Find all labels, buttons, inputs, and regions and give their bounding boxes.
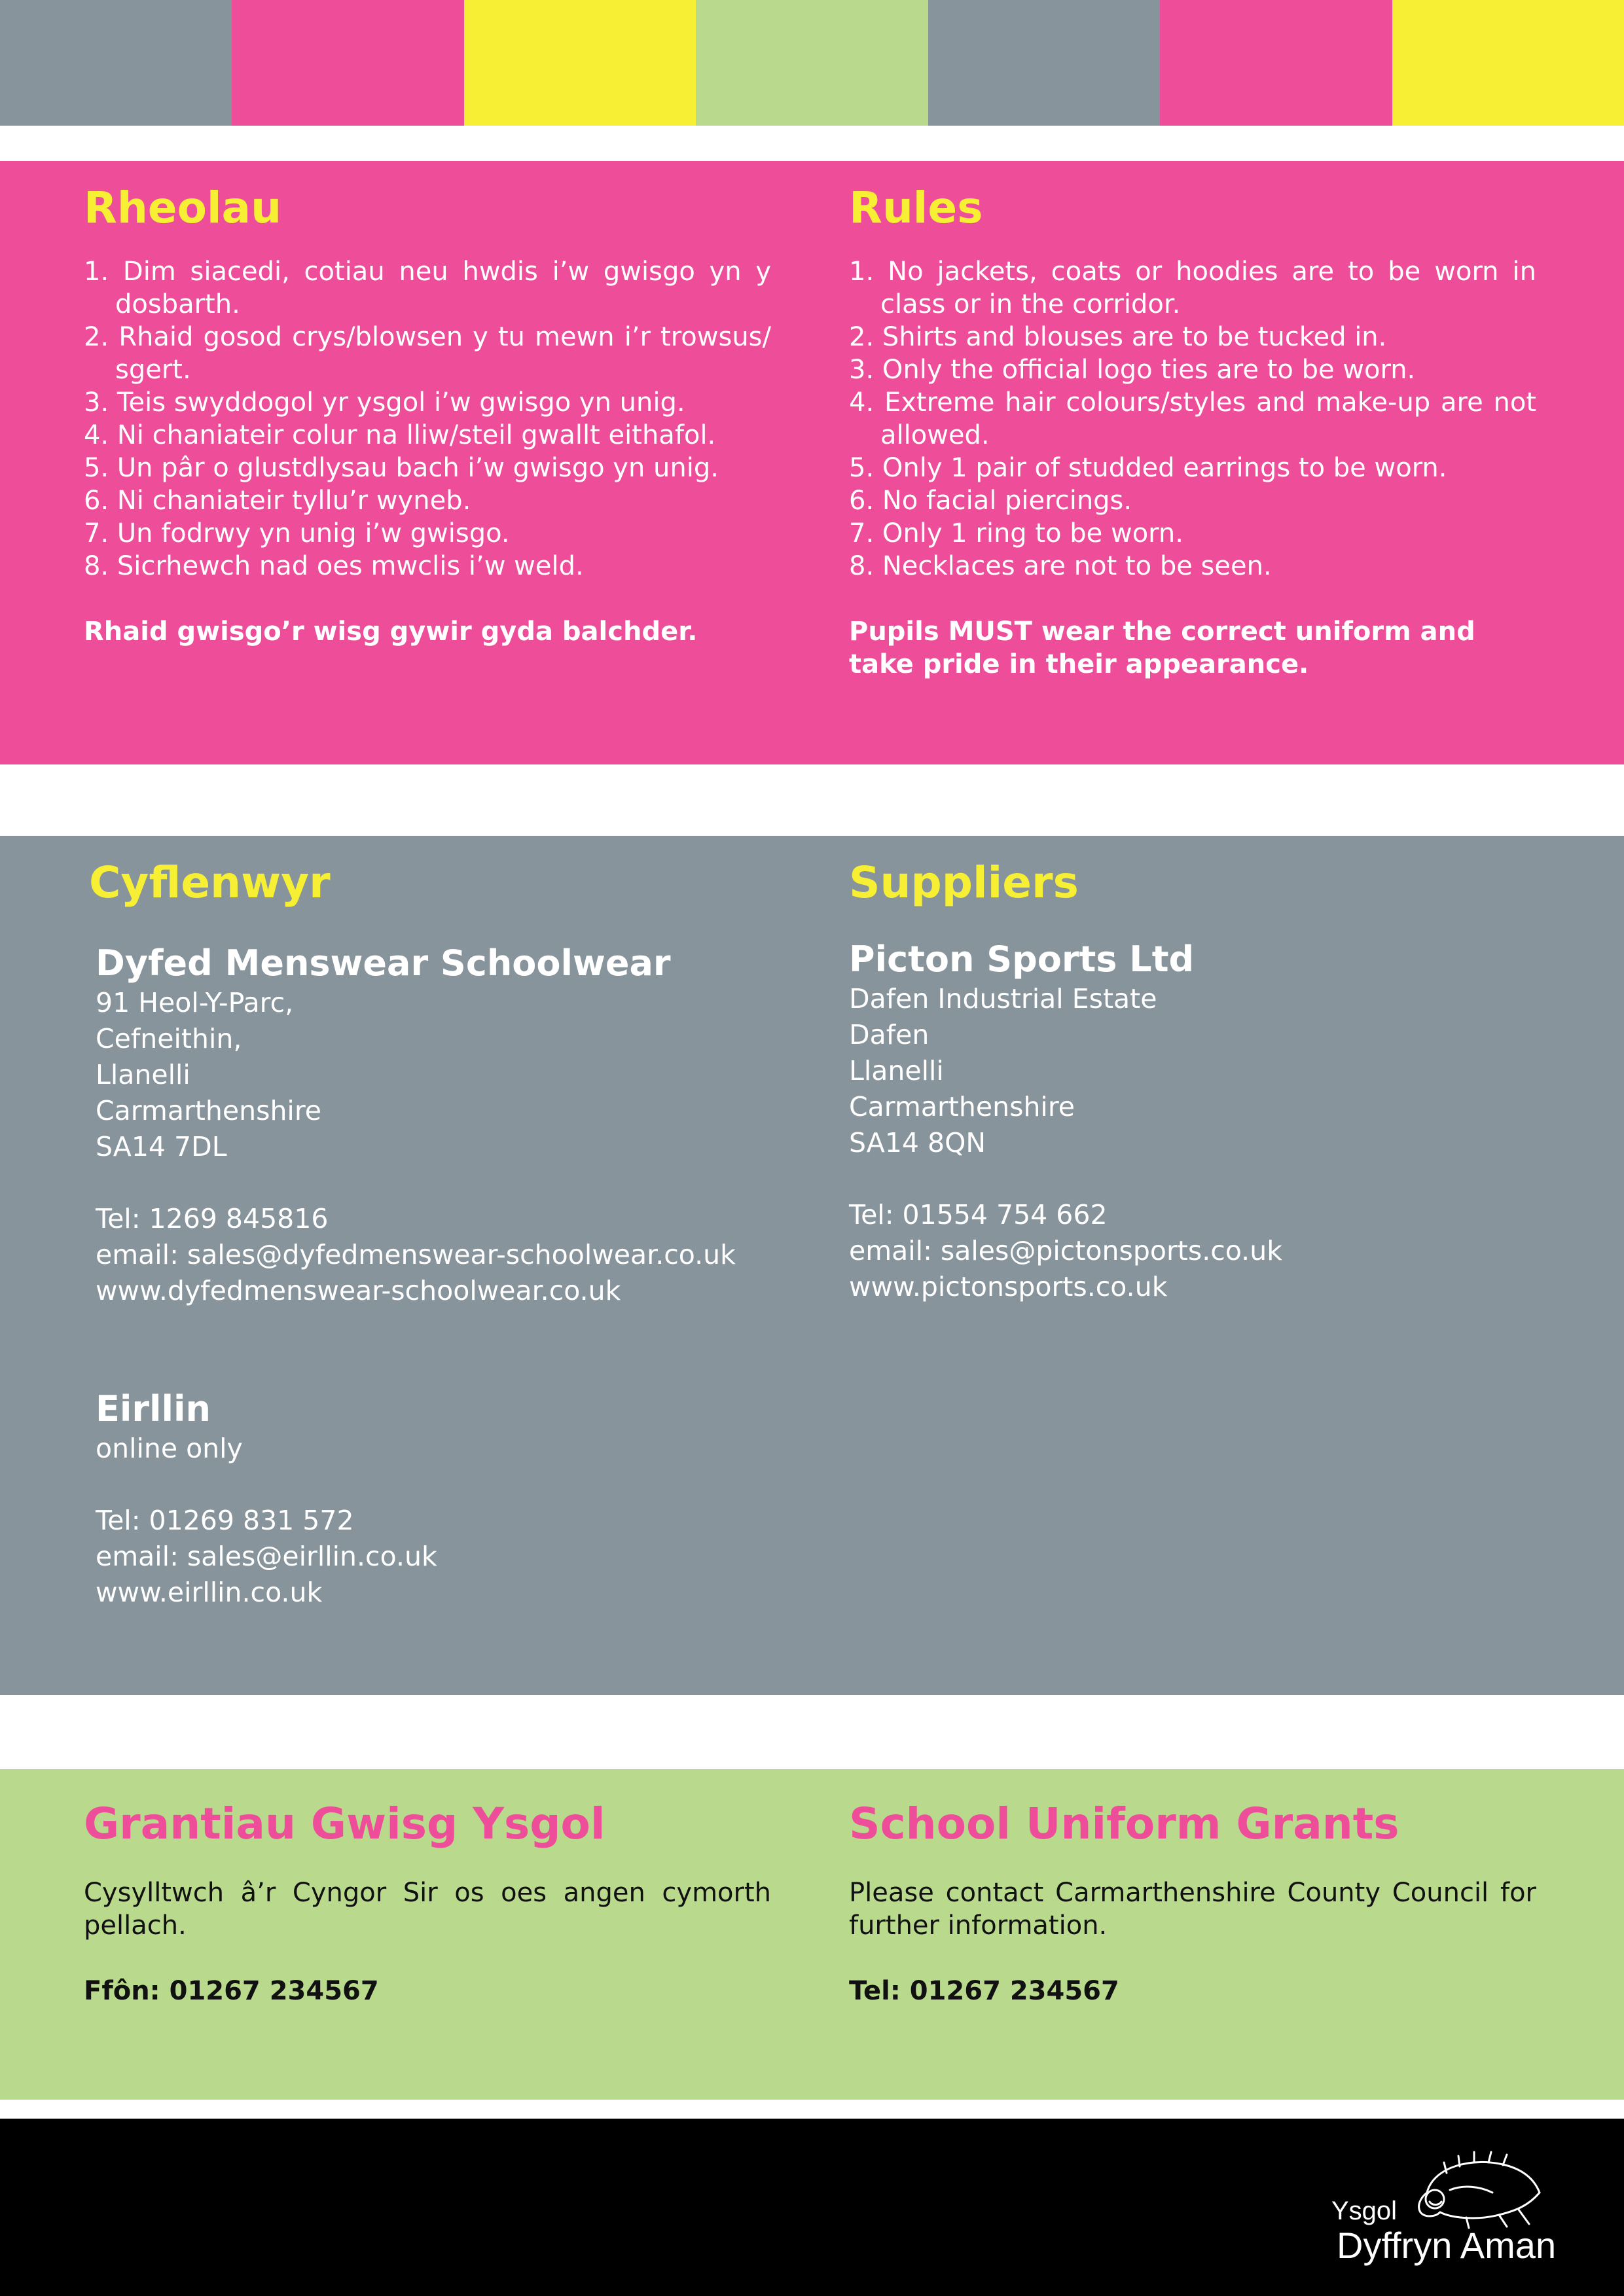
rules-welsh-list [84, 255, 771, 583]
supplier-dyfed [96, 942, 809, 1309]
rule-item: 7. Un fodrwy yn unig i’w gwisgo. [84, 518, 510, 548]
rule-item: 3. Teis swyddogol yr ysgol i’w gwisgo yn unig. [84, 387, 685, 418]
grants-english-column [849, 1797, 1536, 2007]
rule-item: 6. No facial piercings. [849, 486, 1132, 516]
grants-welsh-column [84, 1797, 771, 2007]
grants-english-phone: Tel: 01267 234567 [849, 1976, 1119, 2006]
address-line: Llanelli [96, 1059, 190, 1090]
supplier-name: Picton Sports Ltd [849, 939, 1195, 980]
colour-stripe-bar [0, 0, 1624, 126]
rule-item: 4. Ni chaniateir colur na lliw/steil gwallt eithafol. [84, 420, 716, 450]
grants-english-text: Please contact Carmarthenshire County Council for further information. [849, 1878, 1536, 1941]
logo-small-text: Ysgol [1331, 2197, 1398, 2225]
rule-item: 7. Only 1 ring to be worn. [849, 518, 1183, 548]
stripe [464, 0, 696, 126]
grants-welsh-phone: Ffôn: 01267 234567 [84, 1976, 379, 2006]
supplier-note: online only [96, 1433, 243, 1464]
rule-item: 4. Extreme hair colours/styles and make-up are not allowed. [849, 387, 1536, 450]
stripe [232, 0, 463, 126]
address-line: Dafen Industrial Estate [849, 983, 1157, 1014]
stripe [1392, 0, 1624, 126]
supplier-name: Eirllin [96, 1388, 211, 1429]
rules-welsh-closing: Rhaid gwisgo’r wisg gywir gyda balchder. [84, 617, 698, 647]
rule-item: 5. Only 1 pair of studded earrings to be worn. [849, 453, 1447, 483]
boar-logo-icon [1401, 2147, 1558, 2232]
rule-item: 1. Dim siacedi, cotiau neu hwdis i’w gwisgo yn y dosbarth. [84, 257, 771, 319]
address-line: Carmarthenshire [849, 1091, 1075, 1122]
supplier-eirllin [96, 1388, 809, 1611]
address-line: Llanelli [849, 1055, 944, 1086]
rule-item: 6. Ni chaniateir tyllu’r wyneb. [84, 486, 471, 516]
stripe [0, 0, 232, 126]
supplier-phone: Tel: 01269 831 572 [96, 1505, 354, 1536]
logo-main-text: Dyffryn Aman [1337, 2225, 1557, 2266]
grants-panel [0, 1769, 1624, 2100]
supplier-website-link[interactable]: www.dyfedmenswear-schoolwear.co.uk [96, 1275, 621, 1306]
grants-welsh-text: Cysylltwch â’r Cyngor Sir os oes angen cymorth pellach. [84, 1878, 771, 1941]
supplier-website-link[interactable]: www.pictonsports.co.uk [849, 1271, 1168, 1302]
stripe [696, 0, 928, 126]
supplier-phone: Tel: 1269 845816 [96, 1203, 329, 1234]
suppliers-welsh-title: Cyflenwyr [89, 857, 331, 908]
address-line: Dafen [849, 1019, 929, 1050]
stripe [1160, 0, 1392, 126]
grants-english-title: School Uniform Grants [849, 1799, 1399, 1849]
suppliers-english-column [849, 855, 1569, 1305]
supplier-email-link[interactable]: email: sales@eirllin.co.uk [96, 1541, 437, 1572]
address-line: SA14 7DL [96, 1131, 227, 1162]
school-logo [1329, 2147, 1564, 2278]
grants-welsh-title: Grantiau Gwisg Ysgol [84, 1799, 605, 1849]
rules-welsh-title: Rheolau [84, 183, 282, 233]
suppliers-welsh-column [89, 855, 809, 1611]
rules-english-title: Rules [849, 183, 983, 233]
address-line: Cefneithin, [96, 1023, 242, 1054]
rules-welsh-column [84, 181, 771, 648]
rule-item: 2. Shirts and blouses are to be tucked in. [849, 322, 1387, 352]
supplier-website-link[interactable]: www.eirllin.co.uk [96, 1577, 323, 1608]
rule-item: 2. Rhaid gosod crys/blowsen y tu mewn i’r trowsus/ sgert. [84, 322, 771, 385]
rules-panel [0, 161, 1624, 764]
supplier-name: Dyfed Menswear Schoolwear [96, 942, 671, 984]
suppliers-english-title: Suppliers [849, 857, 1079, 908]
supplier-picton [849, 938, 1569, 1305]
address-line: SA14 8QN [849, 1127, 986, 1158]
rule-item: 5. Un pâr o glustdlysau bach i’w gwisgo yn unig. [84, 453, 719, 483]
rule-item: 8. Necklaces are not to be seen. [849, 551, 1272, 581]
rules-english-list [849, 255, 1536, 583]
stripe [928, 0, 1160, 126]
rule-item: 1. No jackets, coats or hoodies are to be worn in class or in the corridor. [849, 257, 1536, 319]
rule-item: 3. Only the official logo ties are to be worn. [849, 355, 1416, 385]
supplier-email-link[interactable]: email: sales@dyfedmenswear-schoolwear.co.uk [96, 1239, 736, 1270]
rule-item: 8. Sicrhewch nad oes mwclis i’w weld. [84, 551, 584, 581]
address-line: Carmarthenshire [96, 1095, 321, 1126]
address-line: 91 Heol-Y-Parc, [96, 987, 294, 1018]
suppliers-panel [0, 836, 1624, 1695]
supplier-phone: Tel: 01554 754 662 [849, 1199, 1108, 1230]
rules-english-closing: Pupils MUST wear the correct uniform and take pride in their appearance. [849, 617, 1475, 679]
rules-english-column [849, 181, 1536, 681]
supplier-email-link[interactable]: email: sales@pictonsports.co.uk [849, 1235, 1282, 1266]
